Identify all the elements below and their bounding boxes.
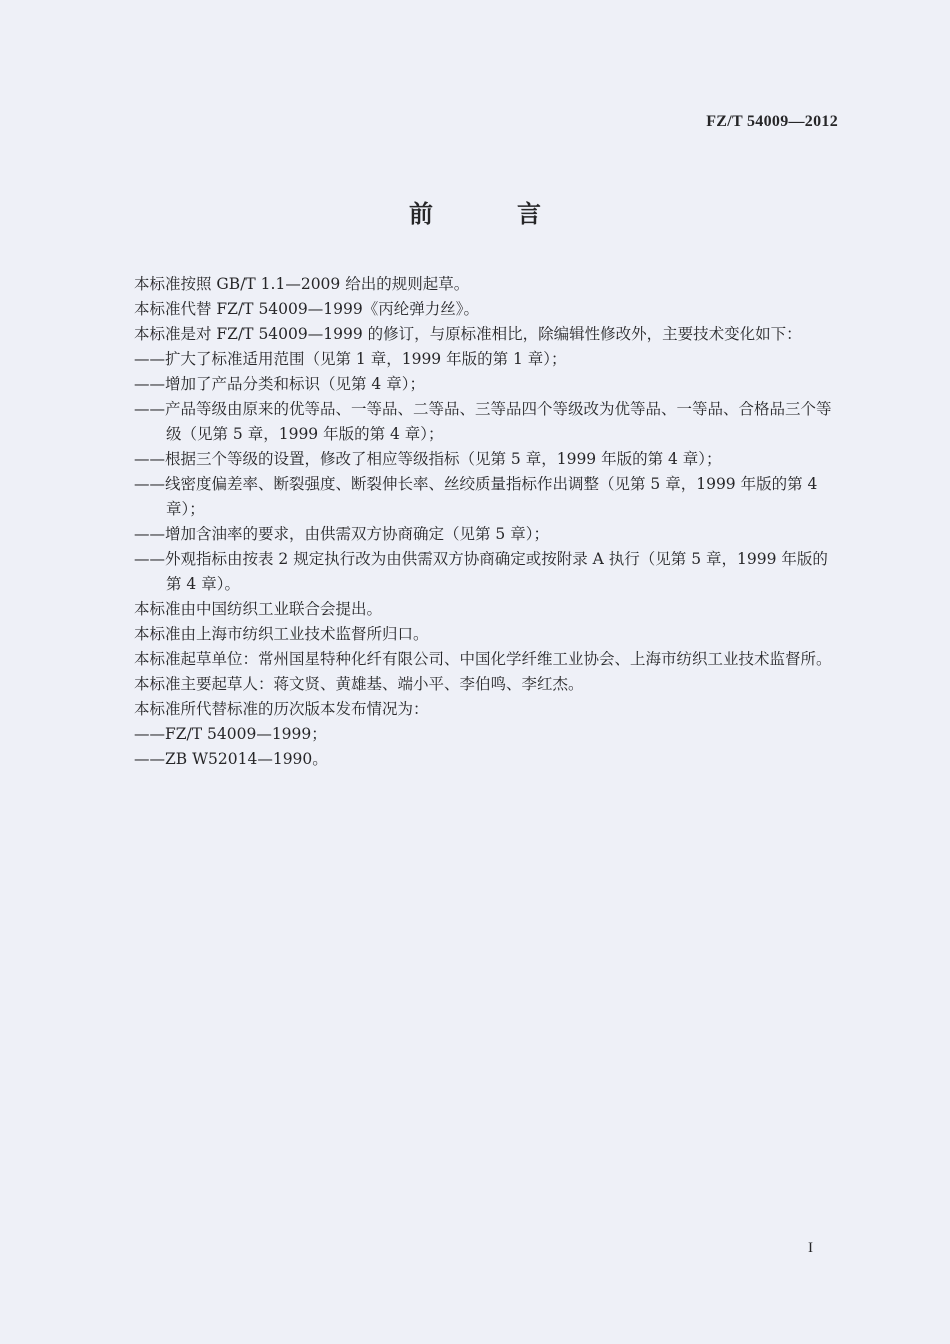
- paragraph: 本标准起草单位：常州国星特种化纤有限公司、中国化学纤维工业协会、上海市纺织工业技术监督所。: [134, 650, 832, 668]
- paragraph: 本标准代替 FZ/T 54009—1999《丙纶弹力丝》。: [134, 300, 479, 318]
- standard-code: FZ/T 54009—2012: [706, 113, 838, 130]
- list-item: ——ZB W52014—1990。: [134, 750, 328, 768]
- list-item: ——线密度偏差率、断裂强度、断裂伸长率、丝绞质量指标作出调整（见第 5 章，1999 年版的第 4 章）；: [134, 475, 818, 518]
- list-item: ——扩大了标准适用范围（见第 1 章，1999 年版的第 1 章）；: [134, 350, 567, 368]
- paragraph: 本标准由中国纺织工业联合会提出。: [134, 600, 383, 618]
- list-item: ——根据三个等级的设置，修改了相应等级指标（见第 5 章，1999 年版的第 4 章）；: [134, 450, 722, 468]
- list-item: ——增加含油率的要求，由供需双方协商确定（见第 5 章）；: [134, 525, 549, 543]
- page-number: I: [808, 1240, 813, 1256]
- paragraph: 本标准是对 FZ/T 54009—1999 的修订，与原标准相比，除编辑性修改外，主要技术变化如下：: [134, 325, 802, 343]
- paragraph: 本标准主要起草人：蒋文贤、黄雄基、端小平、李伯鸣、李红杰。: [134, 675, 584, 693]
- paragraph: 本标准所代替标准的历次版本发布情况为：: [134, 700, 429, 718]
- list-item: ——外观指标由按表 2 规定执行改为由供需双方协商确定或按附录 A 执行（见第 5 章，1999 年版的第 4 章）。: [134, 550, 828, 593]
- paragraph: 本标准按照 GB/T 1.1—2009 给出的规则起草。: [134, 275, 470, 293]
- list-item: ——增加了产品分类和标识（见第 4 章）；: [134, 375, 425, 393]
- page-title: 前 言: [409, 200, 571, 228]
- list-item: ——产品等级由原来的优等品、一等品、二等品、三等品四个等级改为优等品、一等品、合格品三个等级（见第 5 章，1999 年版的第 4 章）；: [134, 400, 832, 443]
- document-body: [110, 272, 840, 772]
- list-item: ——FZ/T 54009—1999；: [134, 725, 327, 743]
- paragraph: 本标准由上海市纺织工业技术监督所归口。: [134, 625, 429, 643]
